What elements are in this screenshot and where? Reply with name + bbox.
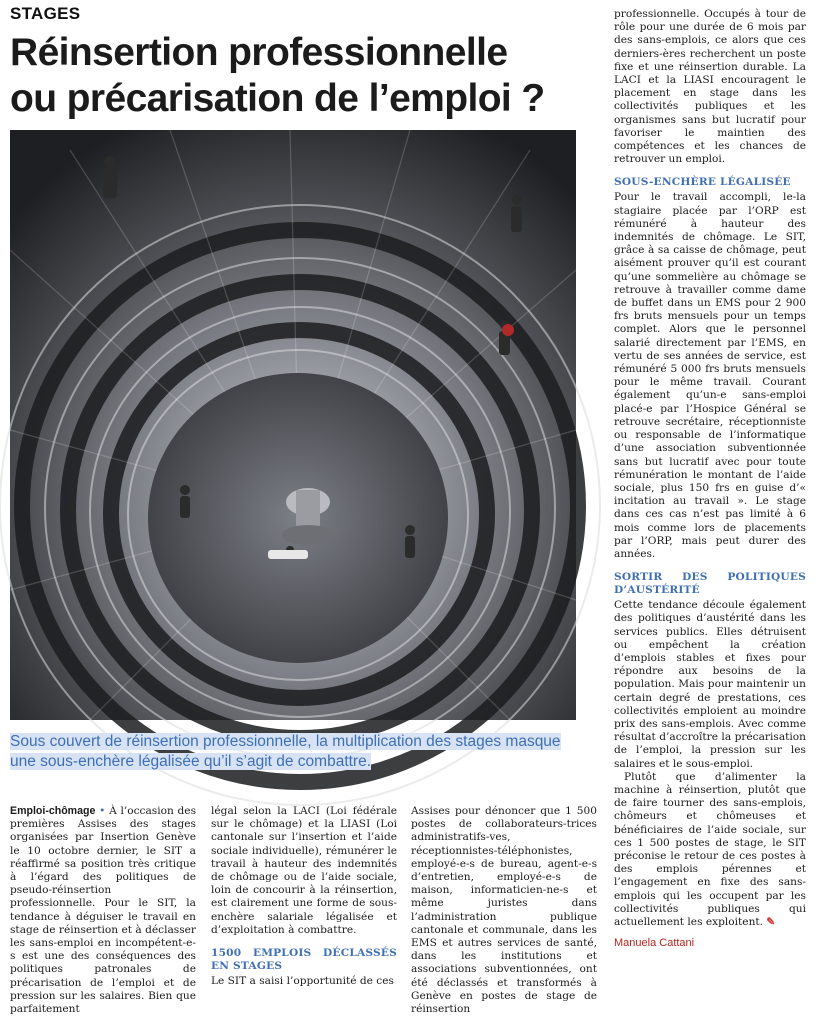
author-name: Manuela Cattani [614,937,695,950]
article-lead: Emploi-chômage [10,805,96,817]
subheading-1: 1500 EMPLOIS DÉCLASSÉS EN STAGES [211,947,397,973]
article-col1-text: À l’occasion des premières Assises des stages organisées par Insertion Genève le 10 octobre dernier, le SIT a réaffirmé sa position très critique à l’égard des politiques de pseudo-réinsertion professionnelle. Pour le SIT, la tendance à déguiser le travail en stage de réinsertion et à déclasser les sans-emploi en incompétent-e-s est une des conséquences des politiques patronales de précarisation de l’emploi et de pression sur les salaires. Bien que parfaitement [10,805,197,1016]
article-column-1 [10,805,197,1016]
end-mark-icon: ✎ [766,916,776,928]
section-label: STAGES [10,4,81,23]
caption-text: Sous couvert de réinsertion professionnelle, la multiplication des stages masque une sous-enchère légalisée qu’il s’agit de combattre. [10,733,561,770]
article-col4a-text: professionnelle. Occupés à tour de rôle pour une durée de 6 mois par des sans-emplois, ce alors que ces derniers-ères recherchent un poste fixe et une réinsertion durable. La LACI et la LIASI encouragent le placement en stage dans les collectivités publiques et les organismes sans but lucratif pour favoriser le maintien des compétences et les chances de retrouver un emploi. [614,8,806,166]
subheading-2: SOUS-ENCHÈRE LÉGALISÉE [614,176,791,189]
article-column-2 [211,805,397,995]
article-col4b-text: Pour le travail accompli, le-la stagiaire placée par l’ORP est rémunéré à hauteur des indemnités de chômage. Le SIT, grâce à sa caisse de chômage, peut aisément prouver qu’il est courant qu’une sommelière au chômage se retrouve à travailler comme dame de buffet dans un EMS pour 2 900 frs bruts mensuels pour un temps complet. Alors que le personnel salarié directement par l’EMS, en vertu de ses années de service, est rémunéré 5 000 frs bruts mensuels pour le même travail. Courant également qu’un-e sans-emploi placé-e par l’Hospice Général se retrouve secrétaire, réceptionniste ou responsable de l’informatique d’une association subventionnée sans but lucratif avec pour toute rémunération le montant de l’aide sociale, plus 150 frs en guise d’« incitation au travail ». Le stage dans ces cas n’est pas limité à 6 mois comme lors de placements par l’ORP, mais peut durer des années. [614,191,806,560]
photo-caption [10,732,576,772]
spiral-staircase-photo [10,130,576,720]
article-col2-text: légal selon la LACI (Loi fédérale sur le chômage) et la LIASI (Loi cantonale sur l’insertion et l’aide sociale individuelle), rémunérer le travail à hauteur des indemnités de chômage ou de l’aide sociale, loin de concourir à la réinsertion, est clairement une forme de sous-enchère salariale légalisée et d’exploitation à combattre. [211,805,397,936]
article-col4d-text: Plutôt que d’alimenter la machine à réinsertion, plutôt que de faire tourner des sans-emplois, chômeurs et chômeuses et bénéficiaires de l’aide sociale, sur ces 1 500 postes de stage, le SIT préconise le retour de ces postes à des emplois pérennes et l’engagement en fixe des sans-emplois qui les occupent par les collectivités publiques qui actuellement les exploitent. [614,770,806,928]
article-col2b-text: Le SIT a saisi l’opportunité de ces [211,975,394,988]
article-col3-text: Assises pour dénoncer que 1 500 postes de collaborateurs-trices administratifs-ves, réceptionnistes-téléphonistes, employé-e-s de bureau, agent-e-s d’entretien, employé-e-s de maison, informaticien-ne-s et même juristes dans l’administration publique cantonale et communale, dans les EMS et autres services de santé, dans les institutions et associations subventionnées, ont été déclassés et transformés à Genève en postes de stage de réinsertion [411,805,597,1016]
subheading-3: SORTIR DES POLITIQUES D’AUSTÉRITÉ [614,571,806,597]
headline [10,30,600,122]
bullet-icon: • [99,805,106,817]
article-column-3 [411,805,597,1016]
headline-line-2: ou précarisation de l’emploi ? [10,77,545,120]
headline-line-1: Réinsertion professionnelle [10,31,508,74]
article-col4c-text: Cette tendance découle également des politiques d’austérité dans les services publics. Elles détruisent ou empêchent la création d’emplois stables et fixes pour répondre aux besoins de la population. Mais pour maintenir un certain degré de prestations, ces collectivités emploient au moindre prix des sans-emplois. Avec comme résultat d’accroître la précarisation de l’emploi, la pression sur les salaires et le sous-emploi. [614,599,806,770]
staircase-illustration [10,130,576,720]
article-column-4 [614,8,806,950]
